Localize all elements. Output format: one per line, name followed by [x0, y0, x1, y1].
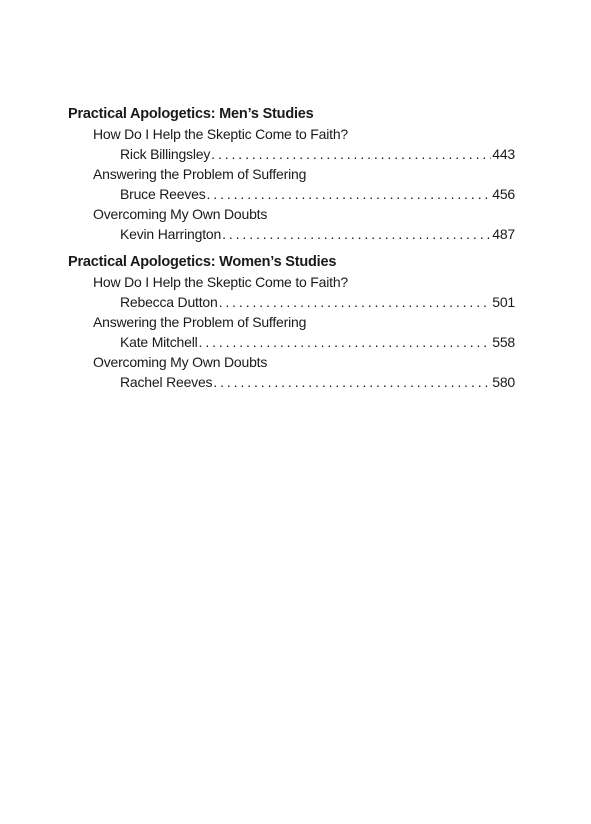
page-number: 443 — [492, 146, 515, 162]
page-number: 558 — [492, 334, 515, 350]
page-number: 456 — [492, 186, 515, 202]
study-title: How Do I Help the Skeptic Come to Faith? — [93, 274, 349, 290]
study-title: Answering the Problem of Suffering — [93, 166, 307, 182]
author-name: Rachel Reeves — [120, 374, 213, 390]
author-name: Rick Billingsley — [120, 146, 211, 162]
study-title: Answering the Problem of Suffering — [93, 314, 307, 330]
study-title: Overcoming My Own Doubts — [93, 354, 268, 370]
section-womens-studies — [68, 252, 515, 392]
author-name: Rebecca Dutton — [120, 294, 218, 310]
toc-entry[interactable] — [68, 332, 515, 352]
toc-entry[interactable] — [68, 372, 515, 392]
page-number: 501 — [492, 294, 515, 310]
toc-entry[interactable] — [68, 224, 515, 244]
section-heading: Practical Apologetics: Men’s Studies — [68, 106, 314, 122]
author-name: Bruce Reeves — [120, 186, 206, 202]
study-title: Overcoming My Own Doubts — [93, 206, 268, 222]
section-heading: Practical Apologetics: Women’s Studies — [68, 254, 337, 270]
dot-leader — [207, 184, 492, 204]
toc-entry[interactable] — [68, 144, 515, 164]
toc-entry[interactable] — [68, 292, 515, 312]
dot-leader — [199, 332, 492, 352]
dot-leader — [211, 144, 491, 164]
author-name: Kate Mitchell — [120, 334, 198, 350]
page-number: 580 — [492, 374, 515, 390]
dot-leader — [213, 372, 491, 392]
dot-leader — [222, 224, 491, 244]
study-title: How Do I Help the Skeptic Come to Faith? — [93, 126, 349, 142]
dot-leader — [219, 292, 492, 312]
page-number: 487 — [492, 226, 515, 242]
section-mens-studies — [68, 104, 515, 244]
table-of-contents — [68, 104, 515, 392]
toc-entry[interactable] — [68, 184, 515, 204]
author-name: Kevin Harrington — [120, 226, 222, 242]
